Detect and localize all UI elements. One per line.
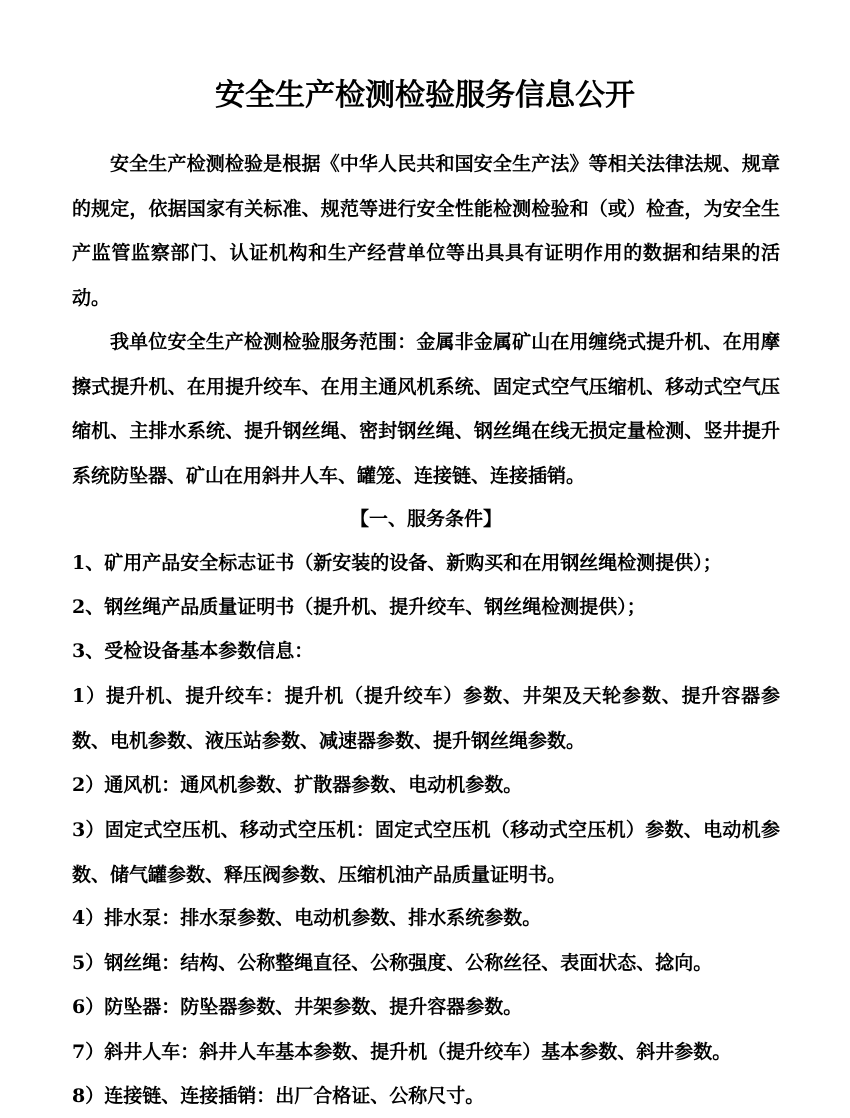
list-item: 1、矿用产品安全标志证书（新安装的设备、新购买和在用钢丝绳检测提供）； [72,552,722,574]
list-item: 2）通风机：通风机参数、扩散器参数、电动机参数。 [72,774,523,796]
list-item: 7）斜井人车：斜井人车基本参数、提升机（提升绞车）基本参数、斜井参数。 [72,1041,732,1063]
list-item: 6）防坠器：防坠器参数、井架参数、提升容器参数。 [72,996,523,1018]
list-item: 2、钢丝绳产品质量证明书（提升机、提升绞车、钢丝绳检测提供）； [72,596,646,618]
intro-paragraph-1: 安全生产检测检验是根据《中华人民共和国安全生产法》等相关法律法规、规章的规定，依据国家有关标准、规范等进行安全性能检测检验和（或）检查，为安全生产监管监察部门、认证机构和生产经营单位等出具具有证明作用的数据和结果的活动。 [72,153,780,309]
intro-paragraph-2: 我单位安全生产检测检验服务范围：金属非金属矿山在用缠绕式提升机、在用摩擦式提升机、在用提升绞车、在用主通风机系统、固定式空气压缩机、移动式空气压缩机、主排水系统、提升钢丝绳、密封钢丝绳、钢丝绳在线无损定量检测、竖井提升系统防坠器、矿山在用斜井人车、罐笼、连接链、连接插销。 [72,331,780,487]
list-item: 5）钢丝绳：结构、公称整绳直径、公称强度、公称丝径、表面状态、捻向。 [72,952,713,974]
list-item: 8）连接链、连接插销：出厂合格证、公称尺寸。 [72,1085,485,1107]
list-item: 3）固定式空压机、移动式空压机：固定式空压机（移动式空压机）参数、电动机参数、储气罐参数、释压阀参数、压缩机油产品质量证明书。 [72,819,780,886]
list-item: 1）提升机、提升绞车：提升机（提升绞车）参数、井架及天轮参数、提升容器参数、电机参数、液压站参数、减速器参数、提升钢丝绳参数。 [72,685,780,752]
document-title: 安全生产检测检验服务信息公开 [215,78,635,113]
list-item: 3、受检设备基本参数信息： [72,640,314,662]
section-heading-service-conditions: 【一、服务条件】 [349,508,502,530]
list-item: 4）排水泵：排水泵参数、电动机参数、排水系统参数。 [72,907,542,929]
